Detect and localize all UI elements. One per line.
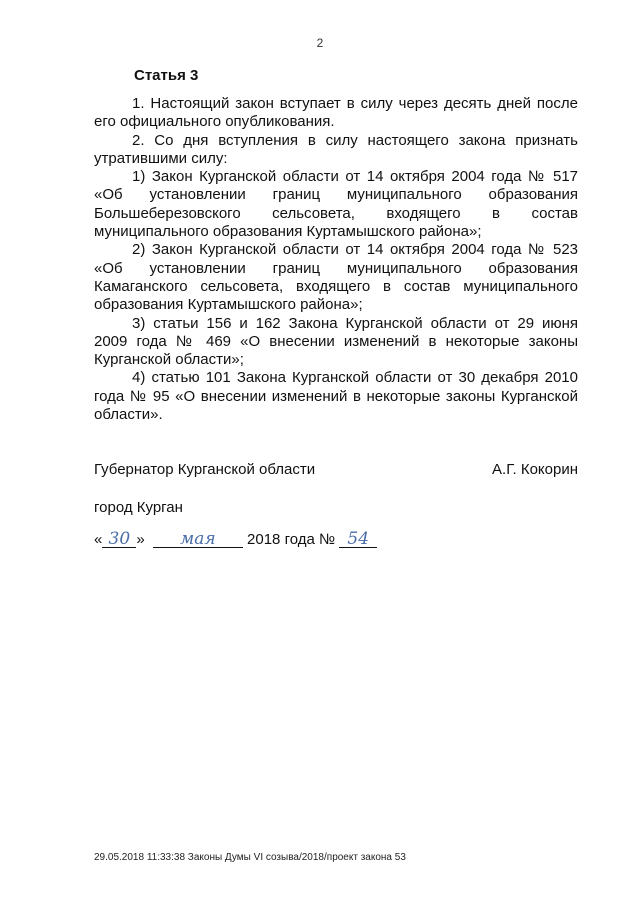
- article-body: [94, 95, 578, 424]
- close-quote: »: [136, 531, 145, 548]
- year-label: 2018 года №: [247, 531, 336, 548]
- handwritten-law-number: 54: [339, 531, 377, 548]
- paragraph: 1) Закон Курганской области от 14 октября 2004 года № 517 «Об установлении границ муниципального образования Большеберезовского сельсовета, входящего в состав муниципального образования Куртамышского района»;: [94, 168, 578, 241]
- paragraph: 3) статьи 156 и 162 Закона Курганской области от 29 июня 2009 года № 469 «О внесении изменений в некоторые законы Курганской области»;: [94, 314, 578, 369]
- paragraph: 4) статью 101 Закона Курганской области от 30 декабря 2010 года № 95 «О внесении изменений в некоторые законы Курганской области».: [94, 369, 578, 424]
- signatory-title: Губернатор Курганской области: [94, 461, 316, 478]
- page-number: 2: [316, 36, 324, 50]
- city-line: город Курган: [94, 499, 183, 516]
- paragraph: 1. Настоящий закон вступает в силу через десять дней после его официального опубликования.: [94, 95, 578, 131]
- date-line: [94, 531, 377, 548]
- footer-path: 29.05.2018 11:33:38 Законы Думы VI созыва/2018/проект закона 53: [94, 852, 406, 863]
- article-title: Статья 3: [134, 67, 199, 84]
- signatory-name: А.Г. Кокорин: [492, 461, 578, 478]
- open-quote: «: [94, 531, 103, 548]
- paragraph: 2. Со дня вступления в силу настоящего закона признать утратившими силу:: [94, 131, 578, 167]
- paragraph: 2) Закон Курганской области от 14 октября 2004 года № 523 «Об установлении границ муниципального образования Камаганского сельсовета, входящего в состав муниципального образования Куртамышского района»;: [94, 241, 578, 314]
- handwritten-month: мая: [153, 531, 243, 548]
- handwritten-day: 30: [102, 531, 136, 548]
